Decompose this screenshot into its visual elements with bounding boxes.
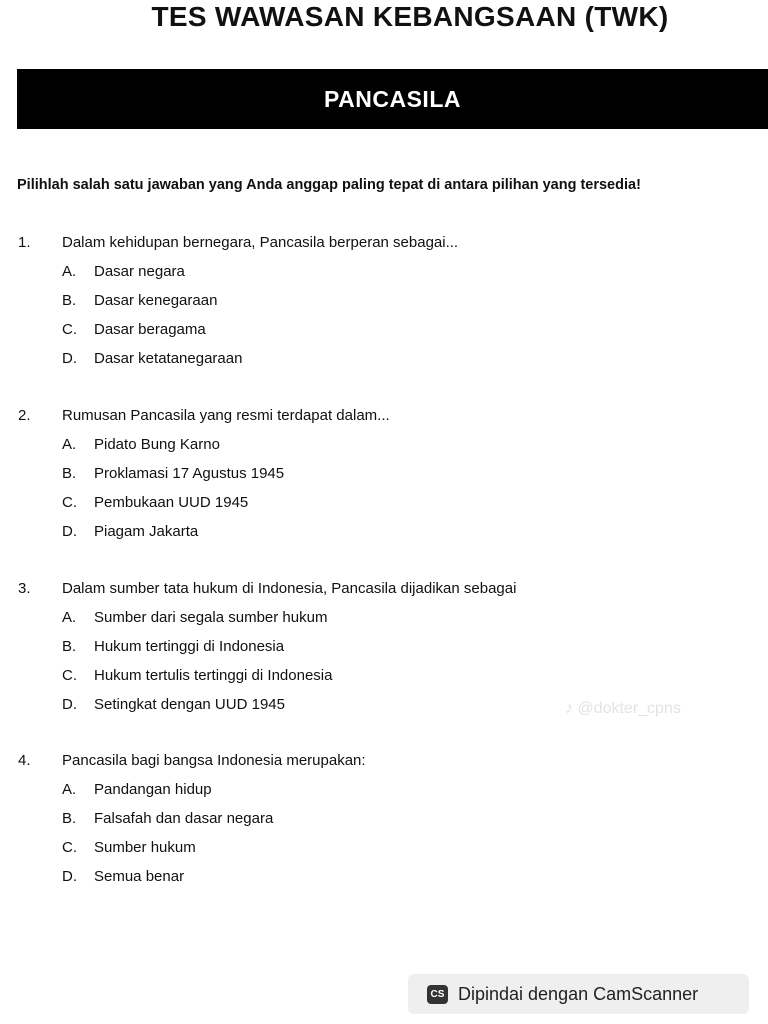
option-text: Pandangan hidup [94, 781, 212, 798]
option-letter: D. [62, 868, 77, 885]
option-letter: C. [62, 667, 77, 684]
option-text: Hukum tertinggi di Indonesia [94, 638, 285, 655]
option-letter: B. [62, 465, 77, 482]
section-banner [17, 69, 768, 129]
question-number: 1. [18, 234, 31, 251]
option-text: Dasar kenegaraan [94, 292, 218, 309]
question-number: 4. [18, 752, 31, 769]
option-letter: B. [62, 292, 77, 309]
option-c [62, 667, 332, 684]
option-text: Semua benar [94, 868, 185, 885]
camscanner-badge [408, 974, 749, 1014]
option-text: Sumber hukum [94, 839, 196, 856]
option-a [62, 609, 327, 626]
option-text: Dasar beragama [94, 321, 206, 338]
option-d [62, 696, 285, 713]
option-text: Dasar ketatanegaraan [94, 350, 243, 367]
option-a [62, 781, 212, 798]
option-letter: C. [62, 321, 77, 338]
option-letter: A. [62, 436, 77, 453]
option-d [62, 523, 198, 540]
option-b [62, 465, 284, 482]
option-text: Piagam Jakarta [94, 523, 199, 540]
option-text: Hukum tertulis tertinggi di Indonesia [94, 667, 333, 684]
option-text: Proklamasi 17 Agustus 1945 [94, 465, 285, 482]
option-letter: C. [62, 494, 77, 511]
option-letter: A. [62, 781, 77, 798]
option-letter: A. [62, 263, 77, 280]
option-text: Sumber dari segala sumber hukum [94, 609, 328, 626]
question-number: 2. [18, 407, 31, 424]
option-text: Dasar negara [94, 263, 185, 280]
option-c [62, 494, 248, 511]
option-a [62, 263, 185, 280]
option-b [62, 292, 217, 309]
option-letter: D. [62, 350, 77, 367]
question-text: Dalam sumber tata hukum di Indonesia, Pancasila dijadikan sebagai [62, 580, 517, 597]
option-c [62, 839, 196, 856]
option-text: Falsafah dan dasar negara [94, 810, 274, 827]
option-d [62, 868, 184, 885]
option-letter: C. [62, 839, 77, 856]
option-text: Setingkat dengan UUD 1945 [94, 696, 285, 713]
question-text: Pancasila bagi bangsa Indonesia merupakan: [62, 752, 366, 769]
instruction-text: Pilihlah salah satu jawaban yang Anda anggap paling tepat di antara pilihan yang tersedia! [17, 177, 641, 193]
option-letter: A. [62, 609, 77, 626]
option-text: Pembukaan UUD 1945 [94, 494, 249, 511]
option-letter: B. [62, 638, 77, 655]
section-title: PANCASILA [324, 85, 461, 112]
option-d [62, 350, 242, 367]
option-letter: D. [62, 696, 77, 713]
question-text: Rumusan Pancasila yang resmi terdapat dalam... [62, 407, 390, 424]
document-title: TES WAWASAN KEBANGSAAN (TWK) [151, 1, 669, 32]
option-b [62, 810, 273, 827]
question-number: 3. [18, 580, 31, 597]
option-letter: D. [62, 523, 77, 540]
watermark: ♪ @dokter_cpns [565, 700, 681, 717]
question-text: Dalam kehidupan bernegara, Pancasila berperan sebagai... [62, 234, 459, 251]
option-c [62, 321, 206, 338]
option-a [62, 436, 220, 453]
camscanner-label: Dipindai dengan CamScanner [458, 983, 699, 1004]
camscanner-logo-icon: CS [427, 985, 448, 1004]
option-letter: B. [62, 810, 77, 827]
option-b [62, 638, 284, 655]
option-text: Pidato Bung Karno [94, 436, 220, 453]
